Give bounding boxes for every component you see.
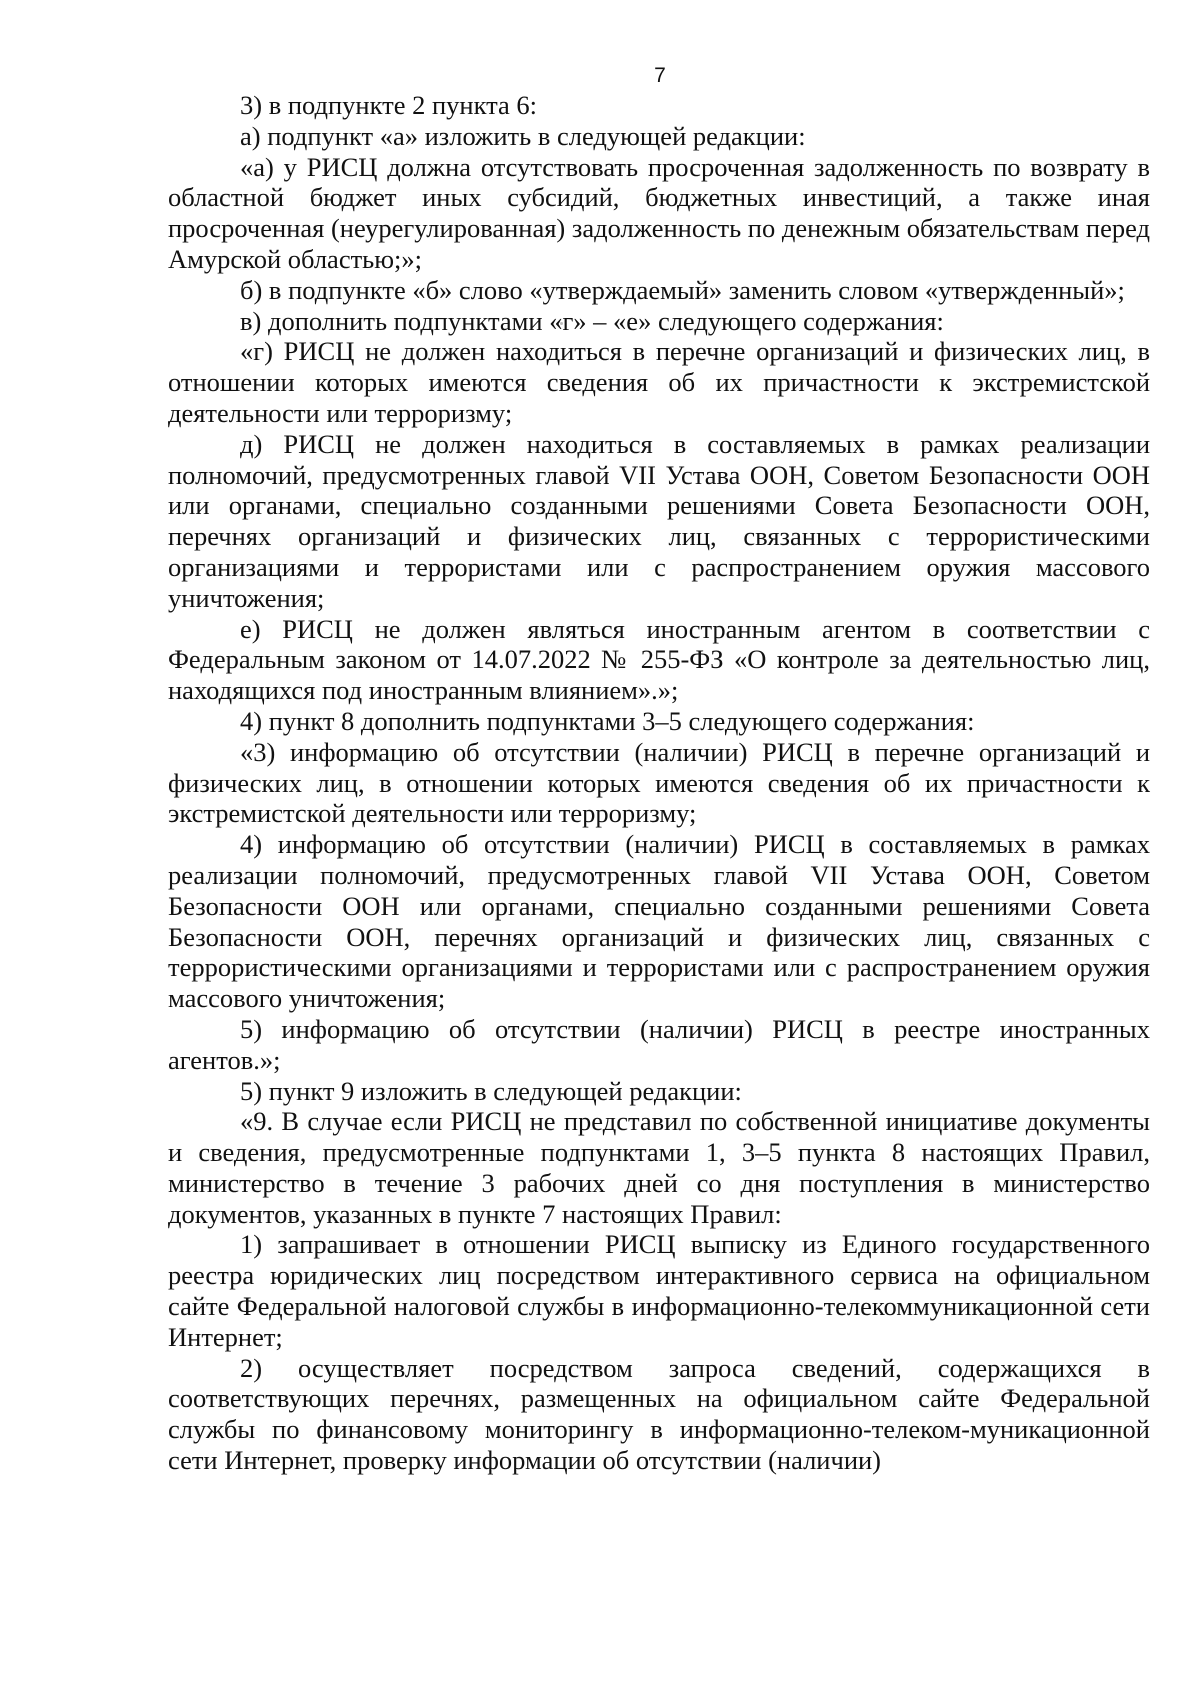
paragraph-subitem-a: а) подпункт «а» изложить в следующей редакции: [240,120,806,151]
paragraph-item-5: 5) пункт 9 изложить в следующей редакции: [240,1075,742,1106]
paragraph-subitem-b: б) в подпункте «б» слово «утверждаемый» заменить словом «утвержденный»; [240,274,1125,305]
paragraph-subitem-1: 1) запрашивает в отношении РИСЦ выписку из Единого государственного реестра юридических лиц посредством интерактивного сервиса на официальном сайте Федеральной налоговой службы в информационно-телекоммуникационной сети Интернет; [168,1229,1150,1352]
paragraph-quote-5: 5) информацию об отсутствии (наличии) РИСЦ в реестре иностранных агентов.»; [168,1013,1150,1075]
paragraph-quote-4: 4) информацию об отсутствии (наличии) РИСЦ в составляемых в рамках реализации полномочий, предусмотренных главой VII Устава ООН, Советом Безопасности ООН или органами, специально созданными решениями Совета Безопасности ООН, перечнях организаций и физических лиц, связанных с террористическими организациями и террористами или с распространением оружия массового уничтожения; [168,829,1150,1014]
document-body [168,90,1150,1476]
paragraph-quote-e: е) РИСЦ не должен являться иностранным агентом в соответствии с Федеральным законом от 14.07.2022 № 255-ФЗ «О контроле за деятельностью лиц, находящихся под иностранным влиянием».»; [168,613,1150,706]
paragraph-subitem-v: в) дополнить подпунктами «г» – «е» следующего содержания: [240,305,944,336]
paragraph-item-3: 3) в подпункте 2 пункта 6: [240,90,538,120]
paragraph-quote-d: д) РИСЦ не должен находиться в составляемых в рамках реализации полномочий, предусмотренных главой VII Устава ООН, Советом Безопасности ООН или органами, специально созданными решениями Совета Безопасности ООН, перечнях организаций и физических лиц, связанных с террористическими организациями и террористами или с распространением оружия массового уничтожения; [168,428,1150,613]
paragraph-quote-9: «9. В случае если РИСЦ не представил по собственной инициативе документы и сведения, предусмотренные подпунктами 1, 3–5 пункта 8 настоящих Правил, министерство в течение 3 рабочих дней со дня поступления в министерство документов, указанных в пункте 7 настоящих Правил: [168,1106,1150,1229]
paragraph-subitem-2: 2) осуществляет посредством запроса сведений, содержащихся в соответствующих перечнях, размещенных на официальном сайте Федеральной службы по финансовому мониторингу в информационно-телеком-муникационной сети Интернет, проверку информации об отсутствии (наличии) [168,1352,1150,1476]
paragraph-item-4: 4) пункт 8 дополнить подпунктами 3–5 следующего содержания: [240,705,975,736]
paragraph-quote-g: «г) РИСЦ не должен находиться в перечне организаций и физических лиц, в отношении которых имеются сведения об их причастности к экстремистской деятельности или терроризму; [168,336,1150,428]
paragraph-quote-a: «а) у РИСЦ должна отсутствовать просроченная задолженность по возврату в областной бюджет иных субсидий, бюджетных инвестиций, а также иная просроченная (неурегулированная) задолженность по денежным обязательствам перед Амурской областью;»; [168,151,1150,274]
paragraph-quote-3: «3) информацию об отсутствии (наличии) РИСЦ в перечне организаций и физических лиц, в отношении которых имеются сведения об их причастности к экстремистской деятельности или терроризму; [168,736,1150,829]
page-number: 7 [654,64,666,87]
